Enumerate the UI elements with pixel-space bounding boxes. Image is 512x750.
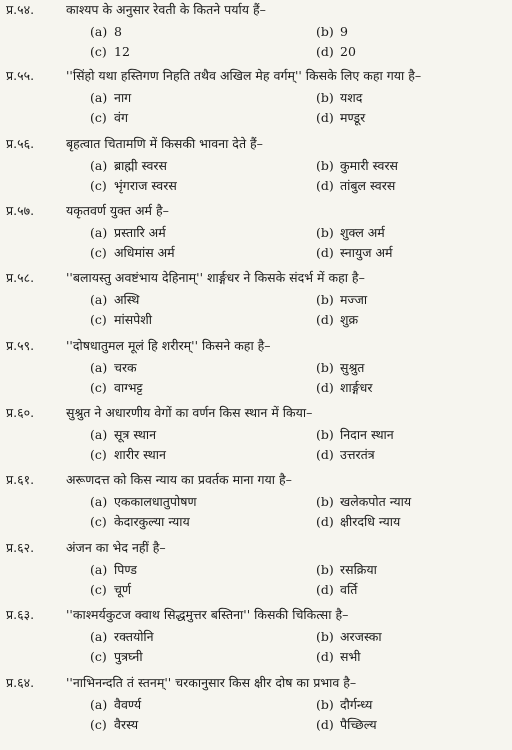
- option-d: (d) शार्ङ्गधर: [316, 380, 373, 395]
- question-63: [0, 605, 512, 665]
- option-a: (a) सूत्र स्थान: [90, 427, 157, 442]
- option-c: (c) 12: [90, 44, 130, 59]
- question-text: सुश्रुत ने अधारणीय वेगों का वर्णन किस स्थान में किया–: [66, 405, 313, 420]
- option-b: (b) शुक्ल अर्म: [316, 225, 385, 240]
- option-a: (a) पिण्ड: [90, 562, 137, 577]
- option-d: (d) सभी: [316, 649, 361, 664]
- option-b: (b) 9: [316, 24, 348, 39]
- option-d: (d) क्षीरदधि न्याय: [316, 514, 401, 529]
- question-number: प्र.६४.: [6, 675, 35, 690]
- question-59: [0, 336, 512, 396]
- question-number: प्र.६२.: [6, 540, 35, 555]
- question-number: प्र.६३.: [6, 607, 35, 622]
- question-number: प्र.५६.: [6, 136, 35, 151]
- question-number: प्र.६०.: [6, 405, 35, 420]
- option-a: (a) प्रस्तारि अर्म: [90, 225, 166, 240]
- question-number: प्र.५९.: [6, 338, 35, 353]
- option-b: (b) यशद: [316, 90, 363, 105]
- question-55: [0, 66, 512, 126]
- question-text: ''सिंहो यथा हस्तिगण निहति तथैव अखिल मेह वर्गम्'' किसके लिए कहा गया है–: [66, 68, 422, 83]
- option-b: (b) कुमारी स्वरस: [316, 158, 399, 173]
- option-a: (a) चरक: [90, 360, 137, 375]
- option-c: (c) चूर्ण: [90, 582, 131, 597]
- option-d: (d) वर्ति: [316, 582, 358, 597]
- option-c: (c) अधिमांस अर्म: [90, 245, 175, 260]
- option-a: (a) एककालधातुपोषण: [90, 494, 197, 509]
- option-b: (b) मज्जा: [316, 292, 368, 307]
- question-text: अंजन का भेद नहीं है–: [66, 540, 166, 555]
- question-60: [0, 403, 512, 463]
- question-text: ''बलायस्तु अवष्टंभाय देहिनाम्'' शार्ङ्गधर ने किसके संदर्भ में कहा है–: [66, 270, 365, 285]
- question-text: ''नाभिनन्दति तं स्तनम्'' चरकानुसार किस क्षीर दोष का प्रभाव है–: [66, 675, 357, 690]
- option-c: (c) भृंगराज स्वरस: [90, 178, 177, 193]
- option-b: (b) अरजस्का: [316, 629, 382, 644]
- option-a: (a) वैवर्ण्य: [90, 697, 142, 712]
- option-a: (a) नाग: [90, 90, 132, 105]
- option-d: (d) स्नायुज अर्म: [316, 245, 393, 260]
- option-c: (c) वंग: [90, 110, 128, 125]
- question-62: [0, 538, 512, 598]
- option-c: (c) वाग्भट्ट: [90, 380, 143, 395]
- option-a: (a) ब्राह्मी स्वरस: [90, 158, 167, 173]
- option-d: (d) 20: [316, 44, 356, 59]
- question-number: प्र.५७.: [6, 203, 35, 218]
- option-a: (a) 8: [90, 24, 122, 39]
- option-d: (d) तांबुल स्वरस: [316, 178, 396, 193]
- question-text: ''काश्मर्यकुटज क्वाथ सिद्धमुत्तर बस्तिना'' किसकी चिकित्सा है–: [66, 607, 349, 622]
- option-a: (a) रक्तयोनि: [90, 629, 154, 644]
- option-d: (d) उत्तरतंत्र: [316, 447, 375, 462]
- option-c: (c) मांसपेशी: [90, 312, 153, 327]
- question-64: [0, 673, 512, 733]
- question-number: प्र.६१.: [6, 472, 35, 487]
- option-b: (b) खलेकपोत न्याय: [316, 494, 412, 509]
- question-text: अरूणदत्त को किस न्याय का प्रवर्तक माना गया है–: [66, 472, 292, 487]
- option-b: (b) निदान स्थान: [316, 427, 394, 442]
- option-d: (d) मण्डूर: [316, 110, 366, 125]
- question-61: [0, 470, 512, 530]
- question-text: यकृतवर्ण युक्त अर्म है–: [66, 203, 169, 218]
- question-58: [0, 268, 512, 328]
- question-number: प्र.५४.: [6, 2, 35, 17]
- question-text: ''दोषधातुमल मूलं हि शरीरम्'' किसने कहा है–: [66, 338, 271, 353]
- option-b: (b) दौर्गन्ध्य: [316, 697, 373, 712]
- option-c: (c) केदारकुल्या न्याय: [90, 514, 190, 529]
- question-57: [0, 201, 512, 261]
- option-c: (c) शारीर स्थान: [90, 447, 166, 462]
- option-a: (a) अस्थि: [90, 292, 140, 307]
- option-b: (b) रसक्रिया: [316, 562, 377, 577]
- question-text: बृहत्वात चितामणि में किसकी भावना देते हैं–: [66, 136, 263, 151]
- option-c: (c) पुत्रघ्नी: [90, 649, 143, 664]
- question-54: [0, 0, 512, 60]
- question-number: प्र.५५.: [6, 68, 35, 83]
- question-number: प्र.५८.: [6, 270, 35, 285]
- option-d: (d) शुक्र: [316, 312, 359, 327]
- option-c: (c) वैरस्य: [90, 717, 139, 732]
- option-b: (b) सुश्रुत: [316, 360, 365, 375]
- question-text: काश्यप के अनुसार रेवती के कितने पर्याय हैं–: [66, 2, 266, 17]
- question-56: [0, 134, 512, 194]
- option-d: (d) पैच्छिल्य: [316, 717, 377, 732]
